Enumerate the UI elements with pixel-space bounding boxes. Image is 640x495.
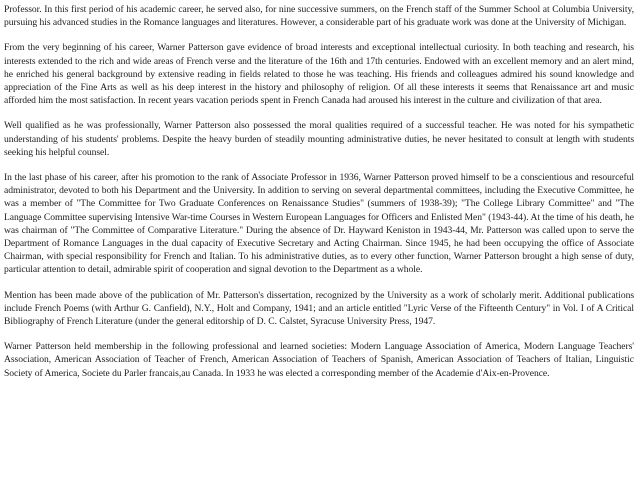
paragraph-administration: In the last phase of his career, after his promotion to the rank of Associate Professor in 1936, Warner Patterson proved himself to be a conscientious and resourceful administrator, devoted to both his Department and the University. In addition to serving on several departmental committees, including the Executive Committee, he was a member of "The Committee for Two Graduate Conferences on Renaissance Studies" (summers of 1938-39); "The College Library Committee" and "The Language Committee supervising Intensive War-time Courses in Western European Languages for Officers and Enlisted Men" (1943-44). At the time of his death, he was chairman of "The Committee of Comparative Literature." During the absence of Dr. Hayward Keniston in 1943-44, Mr. Patterson was called upon to serve the Department of Romance Languages in the dual capacity of Executive Secretary and Acting Chairman. Since 1945, he had been occupying the office of Associate Chairman, with special responsibility for French and Italian. To his administrative duties, as to every other function, Warner Patterson brought a high sense of duty, particular attention to detail, admirable spirit of cooperation and signal devotion to the Department as a whole. xyxy=(4,172,634,276)
paragraph-early-career: Professor. In this first period of his academic career, he served also, for nine successive summers, on the French staff of the Summer School at Columbia University, pursuing his advanced studies in the Romance languages and literatures. However, a considerable part of his graduate work was done at the University of Michigan. xyxy=(4,4,634,29)
paragraph-interests: From the very beginning of his career, Warner Patterson gave evidence of broad interests and exceptional intellectual curiosity. In both teaching and research, his interests extended to the rich and wide areas of French verse and the literature of the 16th and 17th centuries. Endowed with an excellent memory and an alert mind, he enriched his general background by extensive reading in fields related to those he was teaching. His friends and colleagues admired his sound knowledge and appreciation of the Fine Arts as well as his deep interest in the history and philosophy of religion. Of all these interests it seems that Renaissance art and music afforded him the most satisfaction. In recent years vacation periods spent in French Canada had aroused his interest in the culture and civilization of that area. xyxy=(4,42,634,107)
document-page xyxy=(4,3,634,392)
paragraph-publications: Mention has been made above of the publication of Mr. Patterson's dissertation, recognized by the University as a work of scholarly merit. Additional publications include French Poems (with Arthur G. Canfield), N.Y., Holt and Company, 1941; and an article entitled "Lyric Verse of the Fifteenth Century" in Vol. I of A Critical Bibliography of French Literature (under the general editorship of D. C. Calstet, Syracuse University Press, 1947. xyxy=(4,289,634,328)
paragraph-teacher-qualities: Well qualified as he was professionally, Warner Patterson also possessed the moral qualities required of a successful teacher. He was noted for his sympathetic understanding of his students' problems. Despite the heavy burden of steadily mounting administrative duties, he never hesitated to consult at length with students seeking his helpful counsel. xyxy=(4,120,634,158)
paragraph-memberships: Warner Patterson held membership in the following professional and learned societies: Modern Language Association of America, Modern Language Teachers' Association, American Association of Teacher of French, American Association of Teachers of Spanish, American Association of Teachers of Italian, Linguistic Society of America, Societe du Parler francais,au Canada. In 1933 he was elected a corresponding member of the Academie d'Aix-en-Provence. xyxy=(4,341,634,379)
